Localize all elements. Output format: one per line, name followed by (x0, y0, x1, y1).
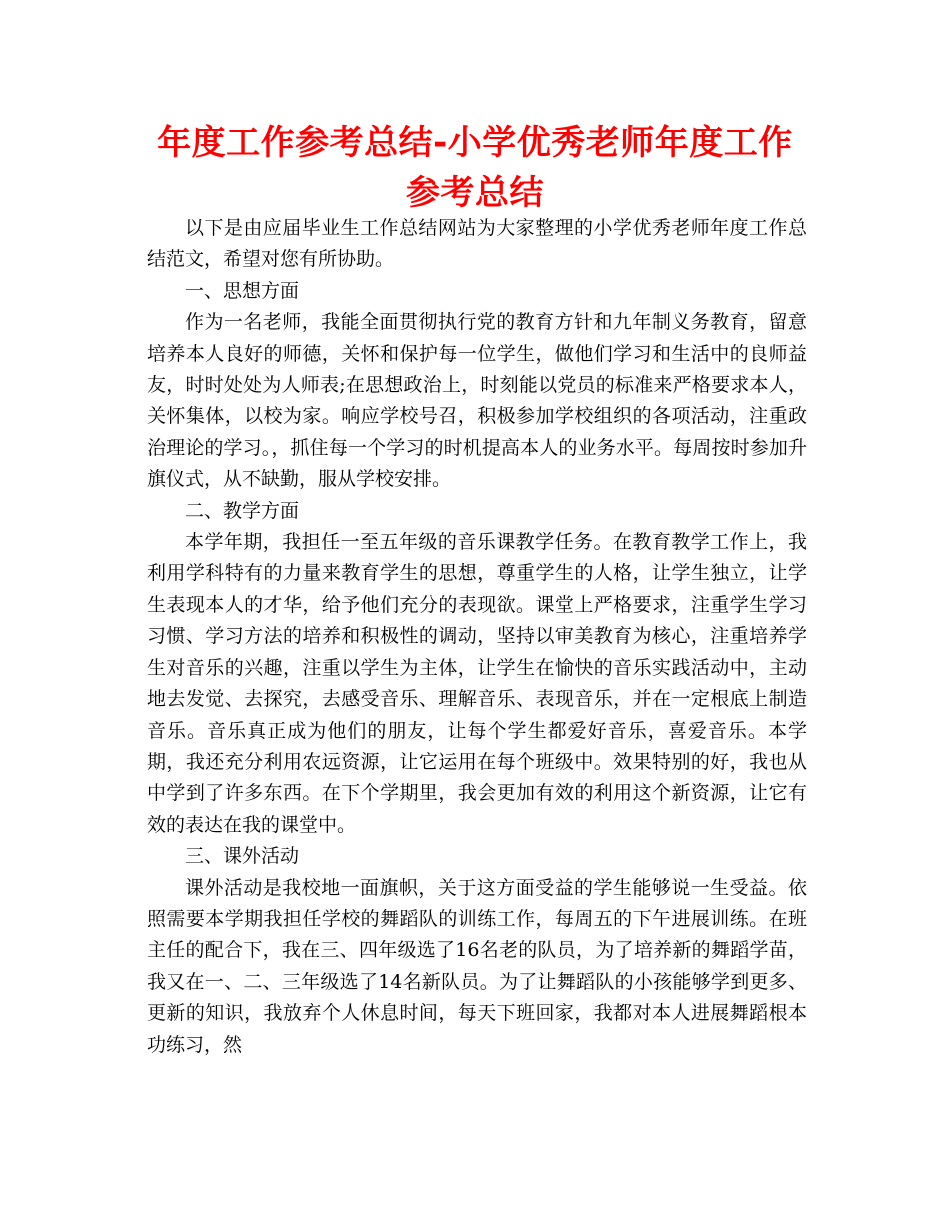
intro-paragraph: 以下是由应届毕业生工作总结网站为大家整理的小学优秀老师年度工作总结范文，希望对您有所协助。 (147, 217, 807, 271)
thought-paragraph: 作为一名老师，我能全面贯彻执行党的教育方针和九年制义务教育，留意培养本人良好的师德，关怀和保护每一位学生，做他们学习和生活中的良师益友，时时处处为人师表;在思想政治上，时刻能以党员的标准来严格要求本人，关怀集体，以校为家。响应学校号召，积极参加学校组织的各项活动，注重政治理论的学习。，抓住每一个学习的时机提高本人的业务水平。每周按时参加升旗仪式，从不缺勤，服从学校安排。 (147, 311, 807, 491)
teaching-paragraph: 本学年期，我担任一至五年级的音乐课教学任务。在教育教学工作上，我利用学科特有的力量来教育学生的思想，尊重学生的人格，让学生独立，让学生表现本人的才华，给予他们充分的表现欲。课堂上严格要求，注重学生学习习惯、学习方法的培养和积极性的调动，坚持以审美教育为核心，注重培养学生对音乐的兴趣，注重以学生为主体，让学生在愉快的音乐实践活动中，主动地去发觉、去探究，去感受音乐、理解音乐、表现音乐，并在一定根底上制造音乐。音乐真正成为他们的朋友，让每个学生都爱好音乐，喜爱音乐。本学期，我还充分利用农远资源，让它运用在每个班级中。效果特别的好，我也从中学到了许多东西。在下个学期里，我会更加有效的利用这个新资源，让它有效的表达在我的课堂中。 (147, 531, 807, 836)
section-heading-teaching: 二、教学方面 (185, 499, 300, 522)
document-title: 年度工作参考总结-小学优秀老师年度工作参考总结 (157, 123, 793, 213)
document-body (147, 213, 807, 1061)
section-heading-thought: 一、思想方面 (185, 279, 300, 302)
activities-paragraph: 课外活动是我校地一面旗帜，关于这方面受益的学生能够说一生受益。依照需要本学期我担任学校的舞蹈队的训练工作，每周五的下午进展训练。在班主任的配合下，我在三、四年级选了16名老的队员，为了培养新的舞蹈学苗，我又在一、二、三年级选了14名新队员。为了让舞蹈队的小孩能够学到更多、更新的知识，我放弃个人休息时间，每天下班回家，我都对本人进展舞蹈根本功练习，然 (147, 876, 807, 1056)
section-heading-activities: 三、课外活动 (185, 845, 300, 868)
